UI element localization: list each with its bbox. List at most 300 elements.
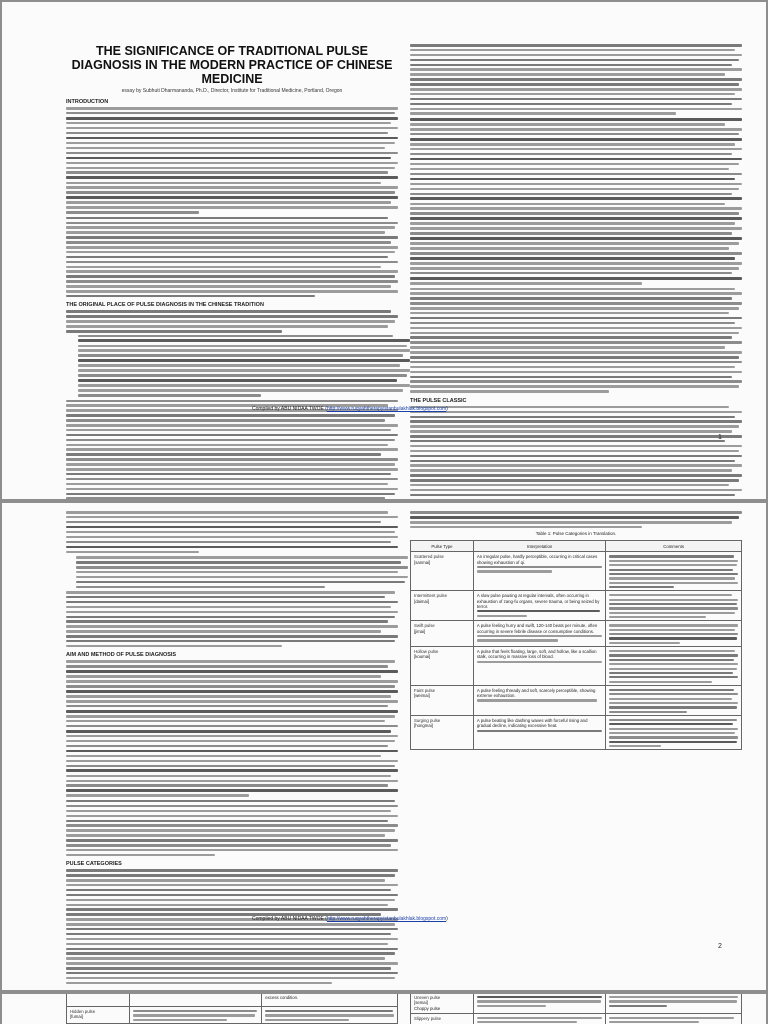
text-line (410, 494, 735, 497)
table-row (411, 1013, 742, 1024)
text-line (66, 977, 395, 980)
text-line (66, 112, 395, 115)
text-line (66, 695, 391, 698)
text-line (410, 346, 725, 349)
text-line (410, 203, 725, 206)
pulse-type-name: Faint pulse (414, 687, 436, 693)
text-line (66, 952, 395, 955)
text-line (410, 430, 732, 433)
cell-text (477, 730, 602, 732)
heading-pulse-categories: PULSE CATEGORIES (66, 861, 122, 868)
text-line (609, 607, 738, 609)
text-line (609, 676, 738, 678)
pulse-type-cell (411, 685, 474, 715)
text-line (609, 594, 731, 596)
footer-link[interactable]: http://www.ruqyahtherapyistanbulakhlak.blogspot.com (326, 916, 447, 922)
text-line (66, 468, 398, 471)
text-line (410, 406, 729, 409)
interpretation-cell (473, 591, 605, 621)
text-line (66, 206, 398, 209)
text-line (66, 127, 398, 130)
text-line (410, 435, 742, 438)
text-line (66, 171, 388, 174)
text-line (66, 434, 398, 437)
pulse-type-name: Uneven pulse (414, 995, 441, 1000)
text-line (410, 411, 742, 414)
text-line (410, 78, 742, 81)
interpretation-text: A pulse feeling hurry and swift, 120-140 beats per minute, often occurring in severe febrile disease or consumptive conditions. (476, 623, 598, 634)
text-line (410, 232, 732, 235)
text-line (410, 193, 732, 196)
text-line (66, 295, 315, 298)
text-line (66, 142, 395, 145)
pulse-type-name: Hollow pulse (414, 649, 439, 655)
text-line (66, 620, 388, 623)
text-line (609, 582, 738, 584)
footer-link[interactable]: http://www.ruqyahtherapyistanbulakhlak.blogspot.com (326, 406, 447, 412)
text-line (410, 479, 739, 482)
text-line (66, 962, 398, 965)
text-line (66, 196, 398, 199)
text-line (410, 307, 739, 310)
text-line (410, 445, 742, 448)
text-line (66, 854, 215, 857)
text-line (66, 458, 398, 461)
text-line (609, 1000, 736, 1002)
text-line (66, 191, 395, 194)
cell-text (477, 566, 602, 573)
table-row (411, 552, 742, 591)
text-line (410, 484, 729, 487)
text-line (410, 292, 742, 295)
pulse-type-name: Choppy pulse (414, 1005, 441, 1011)
text-line (477, 1021, 577, 1023)
text-line (410, 489, 742, 492)
text-line (66, 261, 398, 264)
text-line (133, 1010, 257, 1012)
text-line (66, 473, 391, 476)
text-line (609, 741, 736, 743)
pulse-type-cell (411, 621, 474, 647)
heading-original-place: THE ORIGINAL PLACE OF PULSE DIAGNOSIS IN THE CHINESE TRADITION (66, 302, 264, 309)
text-line (66, 541, 391, 544)
text-line (66, 805, 398, 808)
text-line (66, 186, 398, 189)
text-line (66, 908, 398, 911)
text-line (66, 424, 398, 427)
text-line (66, 700, 398, 703)
text-line (66, 270, 398, 273)
text-line (66, 660, 395, 663)
text-line (609, 659, 734, 661)
page1-right-column (410, 44, 742, 499)
text-line (66, 493, 395, 496)
text-line (265, 1010, 392, 1012)
text-line (609, 599, 738, 601)
pulse-type-name: Intermittent pulse (414, 593, 447, 599)
text-line (477, 610, 600, 612)
pulse-pinyin: [hongmai] (414, 723, 433, 729)
text-line (66, 760, 398, 763)
table-cell: excess condition. (262, 994, 398, 1007)
text-line (66, 938, 398, 941)
text-line (66, 285, 391, 288)
text-line (477, 1017, 602, 1019)
text-line (66, 815, 398, 818)
text-line (66, 611, 398, 614)
text-line (66, 705, 388, 708)
document-page-1 (2, 2, 766, 499)
text-line (609, 1021, 699, 1023)
text-line (78, 384, 410, 387)
text-line (66, 325, 388, 328)
text-line (66, 463, 395, 466)
text-line (410, 351, 742, 354)
text-line (410, 222, 735, 225)
text-block (66, 310, 398, 332)
text-line (477, 730, 602, 732)
text-line (410, 361, 742, 364)
cell-text (477, 996, 602, 1007)
text-line (410, 44, 742, 47)
text-line (66, 640, 395, 643)
text-line (76, 581, 405, 584)
text-line (78, 394, 261, 397)
text-line (410, 302, 742, 305)
column-header: Pulse Type (411, 541, 474, 552)
text-line (609, 736, 738, 738)
text-line (410, 98, 742, 101)
text-line (410, 197, 742, 200)
text-line (66, 720, 385, 723)
text-line (609, 633, 738, 635)
text-line (66, 665, 388, 668)
text-line (410, 59, 739, 62)
text-block (66, 591, 398, 647)
text-line (66, 400, 398, 403)
pulse-type-name: Hidden pulse (70, 1009, 96, 1014)
text-line (66, 444, 388, 447)
text-line (609, 693, 738, 695)
text-line (410, 469, 732, 472)
text-line (410, 143, 735, 146)
pulse-categories-table (410, 540, 742, 750)
text-block (410, 406, 742, 499)
text-line (66, 478, 398, 481)
text-line (66, 884, 398, 887)
text-line (66, 879, 385, 882)
cell-text (609, 689, 738, 713)
page1-left-column (66, 44, 398, 499)
text-line (410, 317, 742, 320)
text-line (66, 448, 398, 451)
pulse-pinyin: [koumai] (414, 654, 431, 660)
cell-text (133, 1010, 258, 1021)
table-row (411, 647, 742, 686)
text-line (410, 267, 739, 270)
cell-text (609, 624, 738, 644)
text-line (66, 256, 388, 259)
text-line (609, 650, 735, 652)
text-line (66, 948, 398, 951)
text-line (66, 810, 391, 813)
text-line (410, 521, 732, 524)
text-line (410, 336, 732, 339)
text-line (66, 201, 391, 204)
text-line (609, 573, 738, 575)
text-line (66, 290, 398, 293)
text-line (76, 586, 325, 589)
text-line (66, 596, 385, 599)
text-line (66, 280, 398, 283)
text-line (66, 972, 398, 975)
pulse-type-name: Surging pulse (414, 717, 441, 723)
text-line (477, 1000, 601, 1002)
text-line (66, 222, 398, 225)
text-line (410, 380, 742, 383)
text-line (78, 389, 403, 392)
text-line (410, 168, 729, 171)
pulse-type-name: Scattered pulse (414, 554, 444, 560)
text-line (66, 834, 385, 837)
text-line (410, 158, 742, 161)
text-line (78, 335, 393, 338)
pulse-pinyin: [daimai] (414, 598, 430, 604)
text-line (609, 672, 733, 674)
text-line (410, 511, 742, 514)
text-line (66, 800, 395, 803)
text-line (265, 1014, 394, 1016)
text-line (66, 453, 381, 456)
text-line (410, 252, 742, 255)
pulse-pinyin: [jimai] (414, 628, 426, 634)
text-line (477, 639, 559, 641)
text-line (410, 390, 609, 393)
text-line (410, 178, 735, 181)
text-line (410, 341, 742, 344)
text-line (66, 176, 398, 179)
text-line (66, 231, 385, 234)
text-line (66, 488, 398, 491)
text-line (410, 108, 742, 111)
text-line (66, 780, 398, 783)
text-line (477, 996, 602, 998)
text-line (66, 824, 398, 827)
text-block (66, 869, 398, 984)
table-row (411, 591, 742, 621)
text-line (410, 183, 742, 186)
text-line (66, 236, 398, 239)
text-line (609, 603, 736, 605)
text-line (66, 241, 391, 244)
text-line (410, 212, 739, 215)
cell-text (477, 1017, 602, 1024)
text-line (66, 820, 388, 823)
page-number: 1 (718, 434, 722, 441)
text-line (66, 551, 199, 554)
text-line (66, 226, 395, 229)
text-line (609, 560, 738, 562)
text-line (66, 675, 381, 678)
table-row (411, 994, 742, 1013)
text-line (410, 83, 739, 86)
heading-pulse-classic: THE PULSE CLASSIC (410, 397, 467, 404)
text-line (66, 117, 398, 120)
text-line (66, 107, 398, 110)
text-line (410, 474, 742, 477)
text-line (66, 765, 395, 768)
text-block (66, 511, 398, 553)
text-line (66, 967, 391, 970)
text-line (609, 681, 712, 683)
text-line (410, 247, 729, 250)
text-block (66, 660, 398, 797)
text-line (66, 546, 398, 549)
page2-right-column (410, 511, 742, 990)
text-line (66, 645, 282, 648)
heading-introduction: INTRODUCTION (66, 99, 109, 105)
text-line (410, 516, 739, 519)
text-line (410, 257, 735, 260)
text-line (66, 775, 391, 778)
comments-cell (606, 621, 742, 647)
text-line (76, 566, 408, 569)
pulse-type-name: Slippery pulse (414, 1015, 441, 1021)
interpretation-cell (473, 647, 605, 686)
text-line (66, 516, 398, 519)
text-line (609, 996, 738, 998)
text-line (410, 148, 742, 151)
text-line (410, 54, 742, 57)
text-block (410, 288, 742, 393)
text-line (66, 904, 388, 907)
comments-cell (606, 715, 742, 749)
text-line (66, 147, 385, 150)
text-line (66, 889, 391, 892)
text-line (66, 122, 391, 125)
text-line (410, 112, 676, 115)
text-line (410, 277, 742, 280)
text-block (410, 511, 742, 528)
page3-left-table (66, 994, 398, 1024)
text-line (66, 715, 395, 718)
text-line (410, 217, 742, 220)
text-line (66, 310, 391, 313)
text-line (78, 379, 397, 382)
text-line (66, 730, 391, 733)
text-line (66, 680, 398, 683)
text-line (410, 322, 735, 325)
text-line (66, 429, 391, 432)
text-line (66, 829, 395, 832)
text-block (66, 217, 398, 298)
text-line (66, 330, 282, 333)
pulse-type-cell (411, 715, 474, 749)
text-line (410, 128, 742, 131)
text-line (609, 732, 735, 734)
text-line (609, 637, 736, 639)
table-row (411, 621, 742, 647)
text-line (78, 374, 407, 377)
text-line (609, 711, 686, 713)
text-line (66, 844, 391, 847)
text-line (410, 64, 732, 67)
text-line (410, 237, 742, 240)
text-line (410, 526, 642, 529)
text-line (410, 93, 735, 96)
table-row (411, 685, 742, 715)
cell-text (609, 650, 738, 683)
text-line (410, 118, 742, 121)
interpretation-cell (473, 552, 605, 591)
text-line (477, 699, 597, 701)
text-line (133, 1014, 255, 1016)
text-line (66, 710, 398, 713)
text-line (78, 369, 410, 372)
text-line (66, 630, 381, 633)
text-line (410, 420, 742, 423)
text-line (66, 157, 391, 160)
text-line (66, 740, 395, 743)
text-line (410, 262, 742, 265)
text-line (66, 869, 398, 872)
text-line (66, 849, 398, 852)
text-line (66, 182, 381, 185)
text-line (609, 668, 736, 670)
text-line (66, 591, 395, 594)
text-line (66, 320, 395, 323)
pulse-type-cell (411, 647, 474, 686)
text-line (66, 685, 395, 688)
text-line (609, 745, 660, 747)
comments-cell (606, 685, 742, 715)
document-title: THE SIGNIFICANCE OF TRADITIONAL PULSE DIAGNOSIS IN THE MODERN PRACTICE OF CHINESE MEDICINE (71, 44, 393, 86)
text-line (609, 702, 738, 704)
text-line (410, 450, 739, 453)
text-line (410, 207, 742, 210)
text-line (66, 601, 398, 604)
text-line (609, 569, 733, 571)
cell-text (265, 1010, 394, 1021)
text-line (609, 654, 738, 656)
text-line (66, 957, 385, 960)
text-line (66, 137, 398, 140)
document-page-3 (2, 994, 766, 1024)
indented-quote (66, 556, 398, 588)
text-line (410, 440, 725, 443)
text-line (410, 327, 742, 330)
text-line (66, 789, 398, 792)
text-line (66, 497, 385, 499)
text-line (410, 425, 739, 428)
page-footer: Compiled by ABU NIDAA TWOE (http://www.ruqyahtherapyistanbulakhlak.blogspot.com) (252, 916, 448, 922)
text-line (66, 769, 398, 772)
pulse-pinyin: [sanmai] (414, 559, 431, 565)
text-line (410, 188, 739, 191)
table-row (411, 715, 742, 749)
text-line (66, 483, 388, 486)
text-line (66, 839, 398, 842)
text-line (66, 419, 385, 422)
text-line (66, 414, 395, 417)
text-line (609, 1005, 667, 1007)
text-line (66, 132, 388, 135)
text-line (66, 933, 391, 936)
text-line (410, 133, 739, 136)
text-line (66, 745, 388, 748)
text-line (66, 625, 398, 628)
text-block (410, 118, 742, 285)
